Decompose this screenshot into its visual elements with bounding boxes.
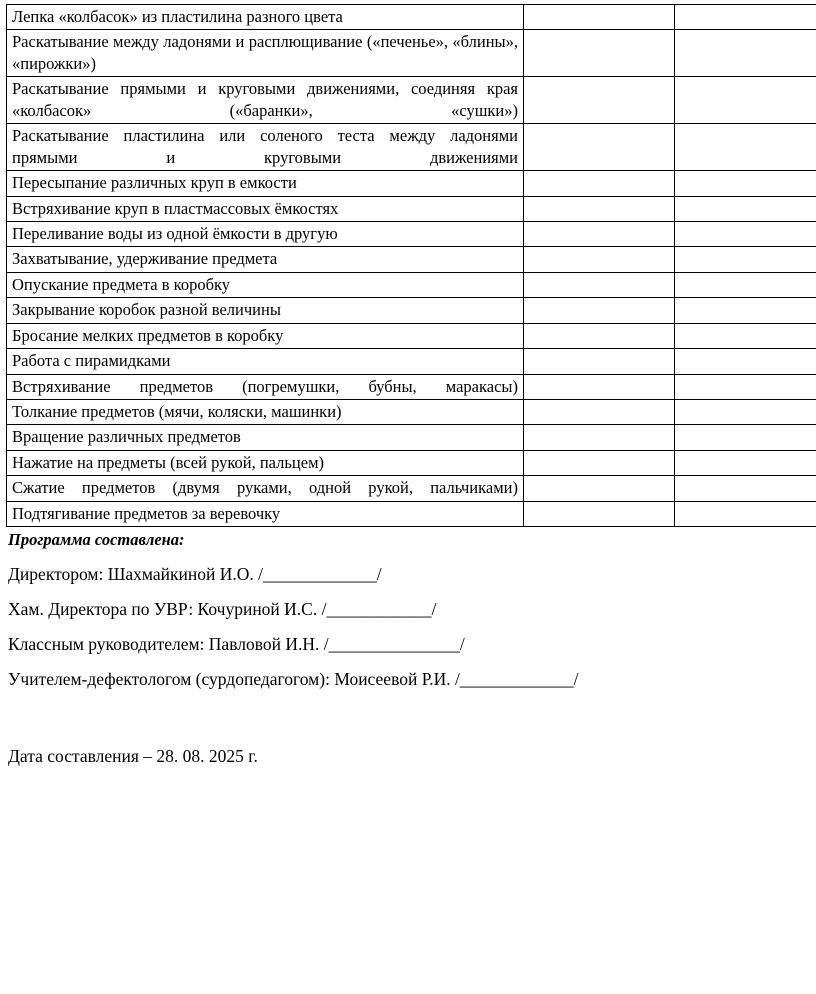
mark-cell-end[interactable] — [675, 30, 816, 77]
skill-label: Захватывание, удерживание предмета — [7, 247, 524, 272]
table-row — [7, 374, 816, 399]
skill-label: Раскатывание пластилина или соленого теста между ладонями прямыми и круговыми движениями — [7, 124, 524, 171]
table-row — [7, 476, 816, 501]
mark-cell-start[interactable] — [524, 124, 675, 171]
table-row — [7, 30, 816, 77]
mark-cell-start[interactable] — [524, 5, 675, 30]
mark-cell-end[interactable] — [675, 124, 816, 171]
skill-label: Лепка «колбасок» из пластилина разного цвета — [7, 5, 524, 30]
mark-cell-end[interactable] — [675, 323, 816, 348]
mark-cell-end[interactable] — [675, 400, 816, 425]
table-row — [7, 77, 816, 124]
table-row — [7, 349, 816, 374]
skill-label: Опускание предмета в коробку — [7, 272, 524, 297]
table-row — [7, 501, 816, 526]
mark-cell-start[interactable] — [524, 272, 675, 297]
mark-cell-start[interactable] — [524, 374, 675, 399]
mark-cell-end[interactable] — [675, 196, 816, 221]
compilation-date: Дата составления – 28. 08. 2025 г. — [8, 746, 258, 767]
mark-cell-start[interactable] — [524, 501, 675, 526]
skill-label: Толкание предметов (мячи, коляски, машинки) — [7, 400, 524, 425]
mark-cell-start[interactable] — [524, 323, 675, 348]
mark-cell-end[interactable] — [675, 425, 816, 450]
table-row — [7, 247, 816, 272]
signature-class-teacher: Классным руководителем: Павловой И.Н. /_______________/ — [8, 634, 465, 655]
skill-label: Работа с пирамидками — [7, 349, 524, 374]
signature-deputy-director: Хам. Директора по УВР: Кочуриной И.С. /____________/ — [8, 599, 437, 620]
table-row — [7, 221, 816, 246]
mark-cell-end[interactable] — [675, 349, 816, 374]
table-row — [7, 450, 816, 475]
skill-label: Вращение различных предметов — [7, 425, 524, 450]
table-row — [7, 124, 816, 171]
skill-label: Встряхивание предметов (погремушки, бубны, маракасы) — [7, 374, 524, 399]
mark-cell-start[interactable] — [524, 298, 675, 323]
skill-label: Переливание воды из одной ёмкости в другую — [7, 221, 524, 246]
mark-cell-start[interactable] — [524, 450, 675, 475]
skill-label: Закрывание коробок разной величины — [7, 298, 524, 323]
signature-director: Директором: Шахмайкиной И.О. /_____________/ — [8, 564, 382, 585]
mark-cell-end[interactable] — [675, 171, 816, 196]
skill-label: Нажатие на предметы (всей рукой, пальцем) — [7, 450, 524, 475]
skill-label: Пересыпание различных круп в емкости — [7, 171, 524, 196]
skill-label: Подтягивание предметов за веревочку — [7, 501, 524, 526]
mark-cell-end[interactable] — [675, 221, 816, 246]
mark-cell-start[interactable] — [524, 476, 675, 501]
mark-cell-end[interactable] — [675, 374, 816, 399]
mark-cell-end[interactable] — [675, 77, 816, 124]
table-row — [7, 425, 816, 450]
skill-label: Встряхивание круп в пластмассовых ёмкостях — [7, 196, 524, 221]
mark-cell-start[interactable] — [524, 30, 675, 77]
signature-block — [6, 530, 810, 767]
mark-cell-end[interactable] — [675, 298, 816, 323]
mark-cell-start[interactable] — [524, 196, 675, 221]
table-row — [7, 5, 816, 30]
mark-cell-start[interactable] — [524, 247, 675, 272]
mark-cell-start[interactable] — [524, 400, 675, 425]
mark-cell-end[interactable] — [675, 501, 816, 526]
mark-cell-end[interactable] — [675, 247, 816, 272]
table-row — [7, 323, 816, 348]
table-row — [7, 272, 816, 297]
skills-table — [6, 4, 816, 527]
skill-label: Бросание мелких предметов в коробку — [7, 323, 524, 348]
mark-cell-start[interactable] — [524, 221, 675, 246]
table-row — [7, 171, 816, 196]
mark-cell-start[interactable] — [524, 77, 675, 124]
mark-cell-start[interactable] — [524, 425, 675, 450]
table-row — [7, 196, 816, 221]
table-row — [7, 298, 816, 323]
skill-label: Раскатывание между ладонями и расплющивание («печенье», «блины», «пирожки») — [7, 30, 524, 77]
mark-cell-end[interactable] — [675, 5, 816, 30]
mark-cell-end[interactable] — [675, 450, 816, 475]
table-row — [7, 400, 816, 425]
skills-table-body — [7, 5, 816, 527]
skill-label: Раскатывание прямыми и круговыми движениями, соединяя края «колбасок» («баранки», «сушки») — [7, 77, 524, 124]
skill-label: Сжатие предметов (двумя руками, одной рукой, пальчиками) — [7, 476, 524, 501]
mark-cell-start[interactable] — [524, 349, 675, 374]
mark-cell-end[interactable] — [675, 272, 816, 297]
program-compiled-label: Программа составлена: — [8, 530, 185, 550]
mark-cell-start[interactable] — [524, 171, 675, 196]
mark-cell-end[interactable] — [675, 476, 816, 501]
signature-defectologist: Учителем-дефектологом (сурдопедагогом): Моисеевой Р.И. /_____________/ — [8, 669, 579, 690]
